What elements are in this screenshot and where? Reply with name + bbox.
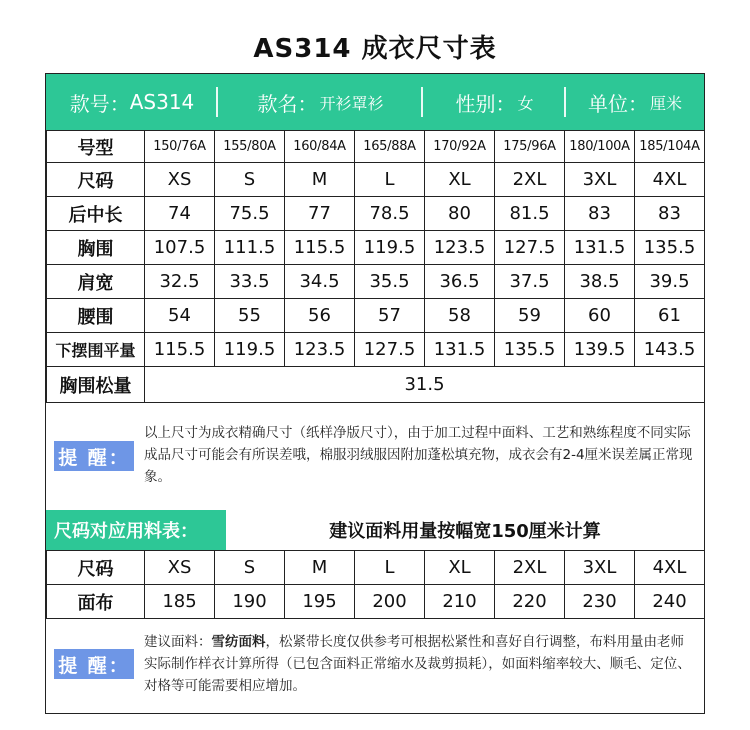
size-cell: 127.5 bbox=[495, 231, 565, 265]
reminder-note-1 bbox=[46, 404, 704, 510]
size-cell: 34.5 bbox=[285, 265, 355, 299]
fabric-cell: 195 bbox=[285, 585, 355, 619]
size-row-label: 尺码 bbox=[47, 163, 145, 197]
size-cell: XL bbox=[425, 163, 495, 197]
size-cell: 185/104A bbox=[635, 131, 705, 163]
size-cell: 155/80A bbox=[215, 131, 285, 163]
fabric-cell: S bbox=[215, 551, 285, 585]
size-cell: 60 bbox=[565, 299, 635, 333]
fabric-section-header bbox=[46, 510, 704, 550]
info-header-bar bbox=[46, 74, 704, 130]
size-cell: 2XL bbox=[495, 163, 565, 197]
size-cell: 115.5 bbox=[145, 333, 215, 367]
fabric-cell: XS bbox=[145, 551, 215, 585]
size-cell: 107.5 bbox=[145, 231, 215, 265]
size-cell: 54 bbox=[145, 299, 215, 333]
size-cell: 83 bbox=[565, 197, 635, 231]
size-cell: S bbox=[215, 163, 285, 197]
size-row-label: 腰围 bbox=[47, 299, 145, 333]
style-number bbox=[46, 74, 218, 130]
size-cell: 38.5 bbox=[565, 265, 635, 299]
size-cell: 180/100A bbox=[565, 131, 635, 163]
fabric-suggest-text: ，松紧带长度仅供参考可根据松紧性和喜好自行调整，布料用量由老师实际制作样衣计算所得（已包含面料正常缩水及裁剪损耗），如面料缩率较大、顺毛、定位、对格等可能需要相应增加。 bbox=[144, 634, 691, 694]
fabric-cell: 210 bbox=[425, 585, 495, 619]
fabric-cell: 185 bbox=[145, 585, 215, 619]
size-cell: 165/88A bbox=[355, 131, 425, 163]
style-name-value: 开衫罩衫 bbox=[319, 93, 384, 113]
size-cell: 39.5 bbox=[635, 265, 705, 299]
fabric-cell: 200 bbox=[355, 585, 425, 619]
size-row bbox=[47, 197, 705, 231]
size-cell: 139.5 bbox=[565, 333, 635, 367]
ease-label: 胸围松量 bbox=[47, 367, 145, 403]
fabric-suggest-prefix: 建议面料： bbox=[144, 634, 212, 650]
size-cell: 111.5 bbox=[215, 231, 285, 265]
gender bbox=[423, 74, 566, 130]
ease-value: 31.5 bbox=[145, 367, 705, 403]
fabric-cell: L bbox=[355, 551, 425, 585]
size-cell: 135.5 bbox=[495, 333, 565, 367]
style-name-label: 款名： bbox=[257, 91, 318, 116]
fabric-cell: 230 bbox=[565, 585, 635, 619]
reminder-badge-1: 提 醒： bbox=[54, 441, 134, 471]
fabric-cell: 190 bbox=[215, 585, 285, 619]
fabric-table-subtitle: 建议面料用量按幅宽150厘米计算 bbox=[329, 521, 601, 542]
style-number-label: 款号： bbox=[69, 91, 130, 116]
size-cell: 36.5 bbox=[425, 265, 495, 299]
size-cell: XS bbox=[145, 163, 215, 197]
size-cell: 115.5 bbox=[285, 231, 355, 265]
fabric-cell: 240 bbox=[635, 585, 705, 619]
size-row-label: 肩宽 bbox=[47, 265, 145, 299]
size-row-label: 后中长 bbox=[47, 197, 145, 231]
reminder-note-2 bbox=[46, 618, 704, 713]
fabric-suggest-name: 雪纺面料 bbox=[211, 634, 266, 650]
size-cell: 78.5 bbox=[355, 197, 425, 231]
size-cell: 81.5 bbox=[495, 197, 565, 231]
size-cell: 150/76A bbox=[145, 131, 215, 163]
size-cell: 119.5 bbox=[215, 333, 285, 367]
style-name bbox=[218, 74, 423, 130]
size-cell: 59 bbox=[495, 299, 565, 333]
size-cell: 32.5 bbox=[145, 265, 215, 299]
size-cell: 74 bbox=[145, 197, 215, 231]
size-row-label: 下摆围平量 bbox=[47, 333, 145, 367]
size-cell: 127.5 bbox=[355, 333, 425, 367]
size-cell: 119.5 bbox=[355, 231, 425, 265]
size-cell: M bbox=[285, 163, 355, 197]
fabric-cell: 3XL bbox=[565, 551, 635, 585]
fabric-cell: 220 bbox=[495, 585, 565, 619]
unit-value: 厘米 bbox=[649, 93, 682, 113]
unit bbox=[566, 74, 704, 130]
fabric-cell: XL bbox=[425, 551, 495, 585]
fabric-cell: M bbox=[285, 551, 355, 585]
size-cell: 4XL bbox=[635, 163, 705, 197]
reminder-badge-2: 提 醒： bbox=[54, 649, 134, 679]
size-cell: 143.5 bbox=[635, 333, 705, 367]
fabric-row bbox=[47, 551, 705, 585]
size-row bbox=[47, 231, 705, 265]
size-row bbox=[47, 131, 705, 163]
size-cell: 170/92A bbox=[425, 131, 495, 163]
size-cell: 131.5 bbox=[565, 231, 635, 265]
fabric-table-tag: 尺码对应用料表： bbox=[46, 510, 226, 550]
fabric-row bbox=[47, 585, 705, 619]
size-table bbox=[46, 130, 705, 403]
ease-row bbox=[47, 367, 705, 403]
size-chart-frame bbox=[45, 73, 705, 714]
fabric-table bbox=[46, 550, 705, 619]
size-row bbox=[47, 299, 705, 333]
size-cell: 83 bbox=[635, 197, 705, 231]
size-row bbox=[47, 333, 705, 367]
size-cell: 80 bbox=[425, 197, 495, 231]
size-row bbox=[47, 265, 705, 299]
size-cell: 33.5 bbox=[215, 265, 285, 299]
size-cell: 123.5 bbox=[425, 231, 495, 265]
size-cell: 58 bbox=[425, 299, 495, 333]
size-cell: 3XL bbox=[565, 163, 635, 197]
style-number-value: AS314 bbox=[129, 90, 195, 114]
gender-value: 女 bbox=[517, 93, 534, 113]
size-cell: 135.5 bbox=[635, 231, 705, 265]
size-cell: 123.5 bbox=[285, 333, 355, 367]
fabric-cell: 2XL bbox=[495, 551, 565, 585]
size-row-label: 胸围 bbox=[47, 231, 145, 265]
size-row bbox=[47, 163, 705, 197]
fabric-row-label: 面布 bbox=[47, 585, 145, 619]
size-cell: 131.5 bbox=[425, 333, 495, 367]
page-title: AS314 成衣尺寸表 bbox=[253, 34, 497, 64]
size-cell: 37.5 bbox=[495, 265, 565, 299]
size-cell: 160/84A bbox=[285, 131, 355, 163]
unit-label: 单位： bbox=[587, 91, 648, 116]
size-cell: L bbox=[355, 163, 425, 197]
size-cell: 35.5 bbox=[355, 265, 425, 299]
size-cell: 75.5 bbox=[215, 197, 285, 231]
fabric-cell: 4XL bbox=[635, 551, 705, 585]
size-cell: 57 bbox=[355, 299, 425, 333]
size-cell: 55 bbox=[215, 299, 285, 333]
size-cell: 175/96A bbox=[495, 131, 565, 163]
gender-label: 性别： bbox=[455, 91, 516, 116]
reminder-text-1: 以上尺寸为成衣精确尺寸（纸样净版尺寸），由于加工过程中面料、工艺和熟练程度不同实际成品尺寸可能会有所误差哦，棉服羽绒服因附加蓬松填充物，成衣会有2-4厘米误差属正常现象。 bbox=[144, 425, 693, 485]
size-cell: 61 bbox=[635, 299, 705, 333]
size-row-label: 号型 bbox=[47, 131, 145, 163]
fabric-row-label: 尺码 bbox=[47, 551, 145, 585]
reminder-text-2 bbox=[144, 631, 696, 697]
size-cell: 77 bbox=[285, 197, 355, 231]
size-cell: 56 bbox=[285, 299, 355, 333]
